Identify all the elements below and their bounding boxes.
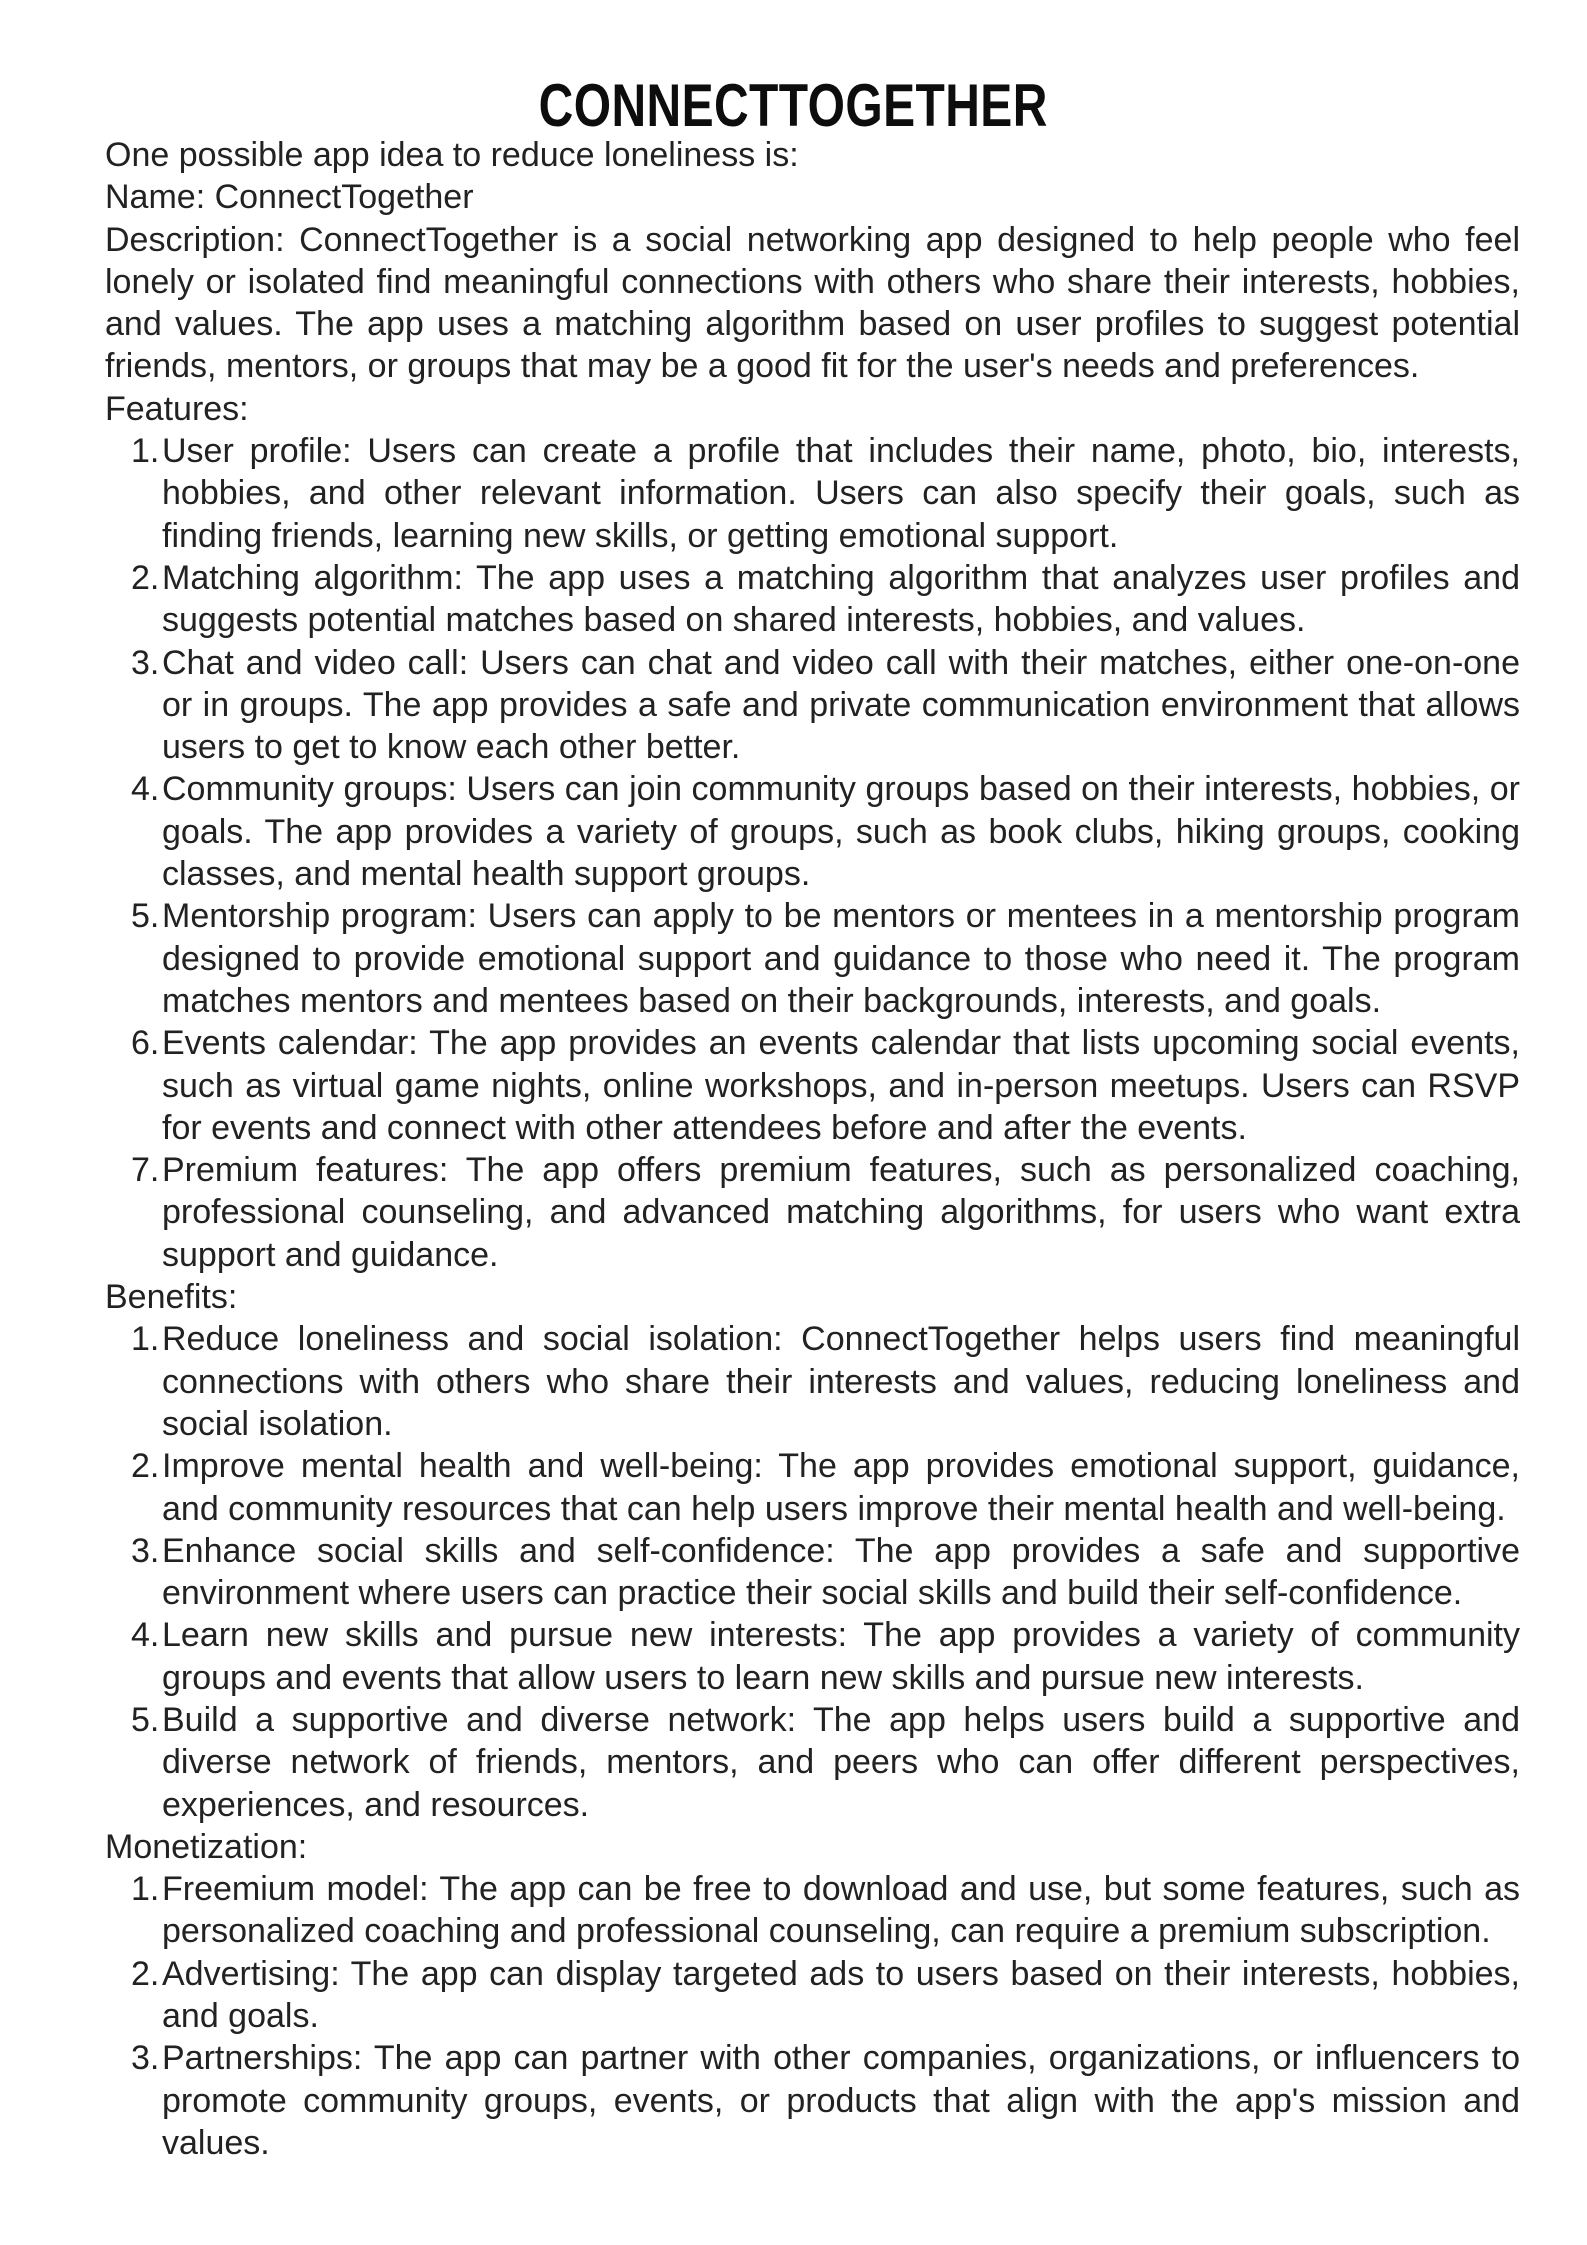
list-item-number: 5. bbox=[131, 897, 160, 936]
list-item-text: Reduce loneliness and social isolation: ConnectTogether helps users find meaningful connections with others who share their interests and values, reducing loneliness and social isolation. bbox=[162, 1320, 1520, 1443]
list-item-number: 1. bbox=[131, 432, 160, 471]
list-item-number: 2. bbox=[131, 1954, 160, 1993]
list-item bbox=[105, 1953, 1520, 2038]
list-item-number: 4. bbox=[131, 1616, 160, 1655]
list-item bbox=[105, 2037, 1520, 2164]
list-item-text: Matching algorithm: The app uses a matching algorithm that analyzes user profiles and suggests potential matches based on shared interests, hobbies, and values. bbox=[162, 558, 1520, 640]
list-item-number: 7. bbox=[131, 1151, 160, 1190]
list-item-number: 4. bbox=[131, 770, 160, 809]
section-heading-monetization: Monetization: bbox=[105, 1827, 308, 1866]
intro-line: One possible app idea to reduce loneliness is: bbox=[105, 136, 799, 174]
list-item-number: 6. bbox=[131, 1024, 160, 1063]
list-item-text: Enhance social skills and self-confidence: The app provides a safe and supportive environment where users can practice their social skills and build their self-confidence. bbox=[162, 1531, 1520, 1613]
list-item-number: 3. bbox=[131, 643, 160, 682]
monetization-list bbox=[105, 1868, 1520, 2164]
list-item bbox=[105, 1530, 1520, 1615]
document-title-text: CONNECTTOGETHER bbox=[538, 72, 1049, 140]
list-item bbox=[105, 1318, 1520, 1445]
list-item-text: Improve mental health and well-being: The app provides emotional support, guidance, and community resources that can help users improve their mental health and well-being. bbox=[162, 1447, 1520, 1528]
app-name-line: Name: ConnectTogether bbox=[105, 178, 474, 217]
list-item-text: Chat and video call: Users can chat and video call with their matches, either one-on-one or in groups. The app provides a safe and private communication environment that allows users to get to know each other better. bbox=[162, 643, 1520, 767]
list-item-number: 5. bbox=[131, 1700, 160, 1739]
section-heading-benefits: Benefits: bbox=[105, 1278, 238, 1317]
benefits-list bbox=[105, 1318, 1520, 1826]
list-item bbox=[105, 1868, 1520, 1953]
document-body bbox=[105, 134, 1520, 2164]
list-item-number: 3. bbox=[131, 1531, 160, 1570]
list-item bbox=[105, 1149, 1520, 1276]
list-item-text: Build a supportive and diverse network: The app helps users build a supportive and diverse network of friends, mentors, and peers who can offer different perspectives, experiences, and resources. bbox=[162, 1700, 1520, 1824]
list-item-text: Partnerships: The app can partner with other companies, organizations, or influencers to promote community groups, events, or products that align with the app's mission and values. bbox=[162, 2039, 1520, 2162]
list-item-number: 1. bbox=[131, 1870, 160, 1909]
list-item bbox=[105, 1445, 1520, 1530]
list-item bbox=[105, 1022, 1520, 1149]
document-title bbox=[0, 72, 1587, 140]
list-item bbox=[105, 1614, 1520, 1699]
section-heading-features: Features: bbox=[105, 389, 249, 428]
list-item-text: Advertising: The app can display targeted ads to users based on their interests, hobbies, and goals. bbox=[162, 1954, 1520, 2036]
list-item bbox=[105, 430, 1520, 557]
list-item-text: Premium features: The app offers premium features, such as personalized coaching, professional counseling, and advanced matching algorithms, for users who want extra support and guidance. bbox=[162, 1151, 1520, 1274]
features-list bbox=[105, 430, 1520, 1276]
app-description: Description: ConnectTogether is a social networking app designed to help people who feel lonely or isolated find meaningful connections with others who share their interests, hobbies, and values. The app uses a matching algorithm based on user profiles to suggest potential friends, mentors, or groups that may be a good fit for the user's needs and preferences. bbox=[105, 220, 1520, 386]
list-item-number: 1. bbox=[131, 1320, 160, 1359]
list-item bbox=[105, 642, 1520, 769]
list-item-text: User profile: Users can create a profile that includes their name, photo, bio, interests, hobbies, and other relevant information. Users can also specify their goals, such as finding friends, learning new skills, or getting emotional support. bbox=[162, 432, 1520, 555]
list-item-text: Events calendar: The app provides an events calendar that lists upcoming social events, such as virtual game nights, online workshops, and in-person meetups. Users can RSVP for events and connect with other attendees before and after the events. bbox=[162, 1024, 1520, 1147]
list-item-number: 3. bbox=[131, 2039, 160, 2078]
list-item-text: Learn new skills and pursue new interests: The app provides a variety of community groups and events that allow users to learn new skills and pursue new interests. bbox=[162, 1616, 1520, 1697]
list-item-text: Mentorship program: Users can apply to be mentors or mentees in a mentorship program designed to provide emotional support and guidance to those who need it. The program matches mentors and mentees based on their backgrounds, interests, and goals. bbox=[162, 897, 1520, 1020]
list-item bbox=[105, 768, 1520, 895]
list-item bbox=[105, 1699, 1520, 1826]
list-item bbox=[105, 895, 1520, 1022]
list-item-text: Community groups: Users can join community groups based on their interests, hobbies, or goals. The app provides a variety of groups, such as book clubs, hiking groups, cooking classes, and mental health support groups. bbox=[162, 770, 1520, 894]
list-item-number: 2. bbox=[131, 1447, 160, 1486]
list-item-text: Freemium model: The app can be free to download and use, but some features, such as personalized coaching and professional counseling, can require a premium subscription. bbox=[162, 1870, 1520, 1951]
list-item bbox=[105, 557, 1520, 642]
list-item-number: 2. bbox=[131, 558, 160, 597]
